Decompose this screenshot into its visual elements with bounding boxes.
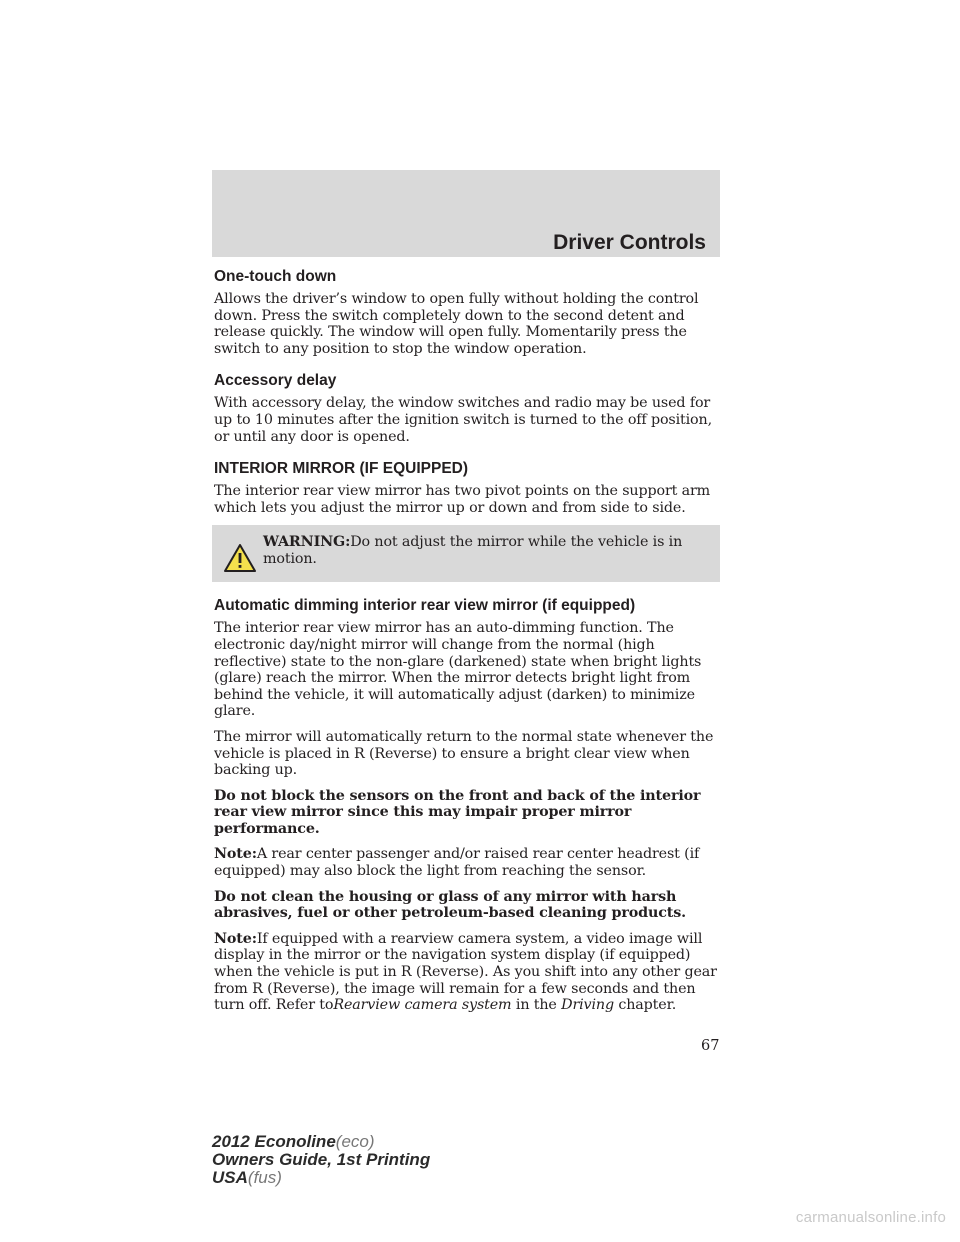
footer-market-code: (fus)	[247, 1168, 282, 1187]
warning-triangle-icon	[223, 543, 257, 573]
footer-market: USA	[212, 1168, 248, 1187]
cleaning-caution: Do not clean the housing or glass of any mirror with harsh abrasives, fuel or other petroleum-based cleaning products.	[214, 888, 686, 922]
warning-box	[212, 525, 720, 582]
warning-message: Do not adjust the mirror while the vehicle is in motion.	[263, 534, 683, 567]
footer-model: 2012 Econoline	[212, 1132, 336, 1151]
section-title: Driver Controls	[553, 231, 706, 254]
note-camera-end: chapter.	[618, 997, 677, 1014]
one-touch-heading: One-touch down	[214, 268, 337, 285]
warning-text	[263, 534, 720, 567]
watermark: carmanualsonline.info	[795, 1209, 946, 1226]
note-camera	[214, 931, 720, 1014]
footer-line-3	[212, 1169, 430, 1187]
warning-label: WARNING:	[263, 534, 351, 551]
note-sensor	[214, 846, 720, 879]
one-touch-body: Allows the driver’s window to open fully without holding the control down. Press the switch completely down to the second detent and release quickly. The window will open fully. Momentarily press the switch to any position to stop the window operation.	[214, 291, 699, 357]
section-header-bar	[212, 170, 720, 257]
interior-mirror-body: The interior rear view mirror has two pivot points on the support arm which lets you adjust the mirror up or down and from side to side.	[214, 483, 711, 516]
interior-mirror-heading: INTERIOR MIRROR (IF EQUIPPED)	[214, 460, 469, 478]
note-sensor-text: A rear center passenger and/or raised rear center headrest (if equipped) may also block the light from reaching the sensor.	[214, 846, 700, 880]
note-label: Note:	[214, 930, 257, 947]
auto-dim-paragraph-2: The mirror will automatically return to the normal state whenever the vehicle is placed in R (Reverse) to ensure a bright clear view when backing up.	[214, 728, 714, 779]
sensor-caution: Do not block the sensors on the front and back of the interior rear view mirror since this may impair proper mirror performance.	[214, 787, 701, 837]
accessory-delay-body: With accessory delay, the window switches and radio may be used for up to 10 minutes after the ignition switch is turned to the off position, or until any door is opened.	[214, 395, 712, 445]
page-number: 67	[701, 1038, 720, 1054]
note-camera-in-the: in the	[515, 997, 557, 1014]
auto-dim-paragraph-1: The interior rear view mirror has an auto-dimming function. The electronic day/night mirror will change from the normal (high reflective) state to the non-glare (darkened) state when bright lights (glare) reach the mirror. When the mirror detects bright light from behind the vehicle, it will automatically adjust (darken) to minimize glare.	[214, 620, 702, 720]
print-footer	[212, 1133, 430, 1187]
driving-chapter-reference: Driving	[561, 997, 614, 1014]
footer-line-2: Owners Guide, 1st Printing	[212, 1150, 431, 1169]
footer-line-1	[212, 1133, 430, 1151]
auto-dim-heading: Automatic dimming interior rear view mirror (if equipped)	[214, 597, 636, 615]
note-label: Note:	[214, 846, 257, 863]
note-camera-text: If equipped with a rearview camera system, a video image will display in the mirror or the navigation system display (if equipped) when the vehicle is put in R (Reverse). As you shift into any other gear from R (Reverse), the image will remain for a few seconds and then turn off. Refer to	[214, 930, 717, 1014]
page-content	[214, 267, 720, 1023]
footer-model-code: (eco)	[335, 1132, 375, 1151]
rearview-camera-reference: Rearview camera system	[333, 997, 512, 1014]
accessory-delay-heading: Accessory delay	[214, 372, 337, 390]
